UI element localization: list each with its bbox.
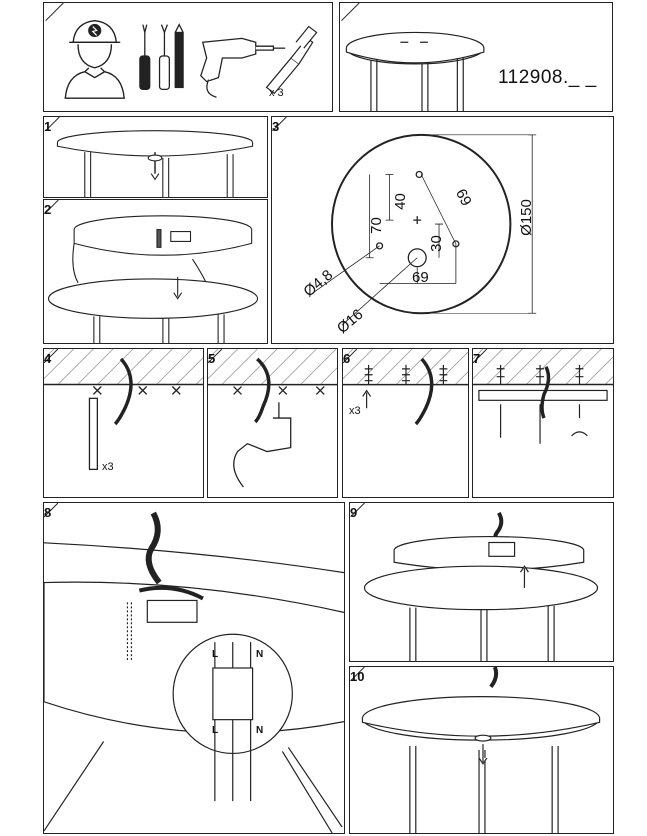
dimension-diameter-16: Ø16 bbox=[333, 305, 367, 338]
step-3-panel bbox=[271, 116, 614, 344]
step-number: 7 bbox=[473, 351, 481, 366]
step-2-panel bbox=[43, 199, 268, 344]
step-number: 1 bbox=[44, 119, 52, 134]
dimension-69-diagonal: 69 bbox=[451, 186, 475, 209]
dimension-diameter-4-8: Ø4,8 bbox=[300, 266, 337, 301]
step-number: 5 bbox=[208, 351, 216, 366]
step-number: 3 bbox=[272, 119, 280, 134]
step-number: 2 bbox=[44, 202, 52, 217]
terminal-label-live: L bbox=[212, 649, 219, 660]
electrician-icon bbox=[65, 21, 124, 99]
step-1-panel bbox=[43, 116, 268, 198]
step-9-panel bbox=[349, 502, 614, 662]
terminal-label-neutral: N bbox=[256, 649, 264, 660]
terminal-label-live-bottom: L bbox=[212, 725, 219, 736]
step-8-panel bbox=[43, 502, 345, 834]
step-10-panel bbox=[349, 666, 614, 834]
step-number: 9 bbox=[350, 505, 358, 520]
tools-panel bbox=[43, 2, 333, 112]
anchor-quantity: x3 bbox=[349, 405, 361, 417]
step-6-panel bbox=[342, 348, 469, 498]
drilling-template-diagram bbox=[272, 117, 613, 343]
step-number: 6 bbox=[343, 351, 351, 366]
anchor-quantity: x3 bbox=[102, 461, 114, 473]
product-illustration bbox=[340, 3, 612, 111]
dimension-70: 70 bbox=[367, 217, 385, 234]
dimension-40: 40 bbox=[391, 193, 409, 210]
step-number: 10 bbox=[350, 669, 365, 684]
step-7-panel bbox=[472, 348, 614, 498]
step-number: 4 bbox=[44, 351, 52, 366]
product-panel bbox=[339, 2, 613, 112]
wall-anchor-icon bbox=[267, 27, 317, 94]
step-number: 8 bbox=[44, 505, 52, 520]
dimension-diameter-150: Ø150 bbox=[517, 199, 535, 236]
screwdriver-icon bbox=[140, 25, 183, 90]
step-5-panel bbox=[207, 348, 338, 498]
product-code: 112908._ _ bbox=[498, 67, 597, 88]
dimension-69: 69 bbox=[412, 269, 429, 286]
anchor-quantity: x 3 bbox=[269, 87, 284, 99]
tools-illustration bbox=[44, 3, 332, 111]
terminal-label-neutral-bottom: N bbox=[256, 725, 264, 736]
step-4-panel bbox=[43, 348, 204, 498]
dimension-30: 30 bbox=[427, 235, 445, 252]
